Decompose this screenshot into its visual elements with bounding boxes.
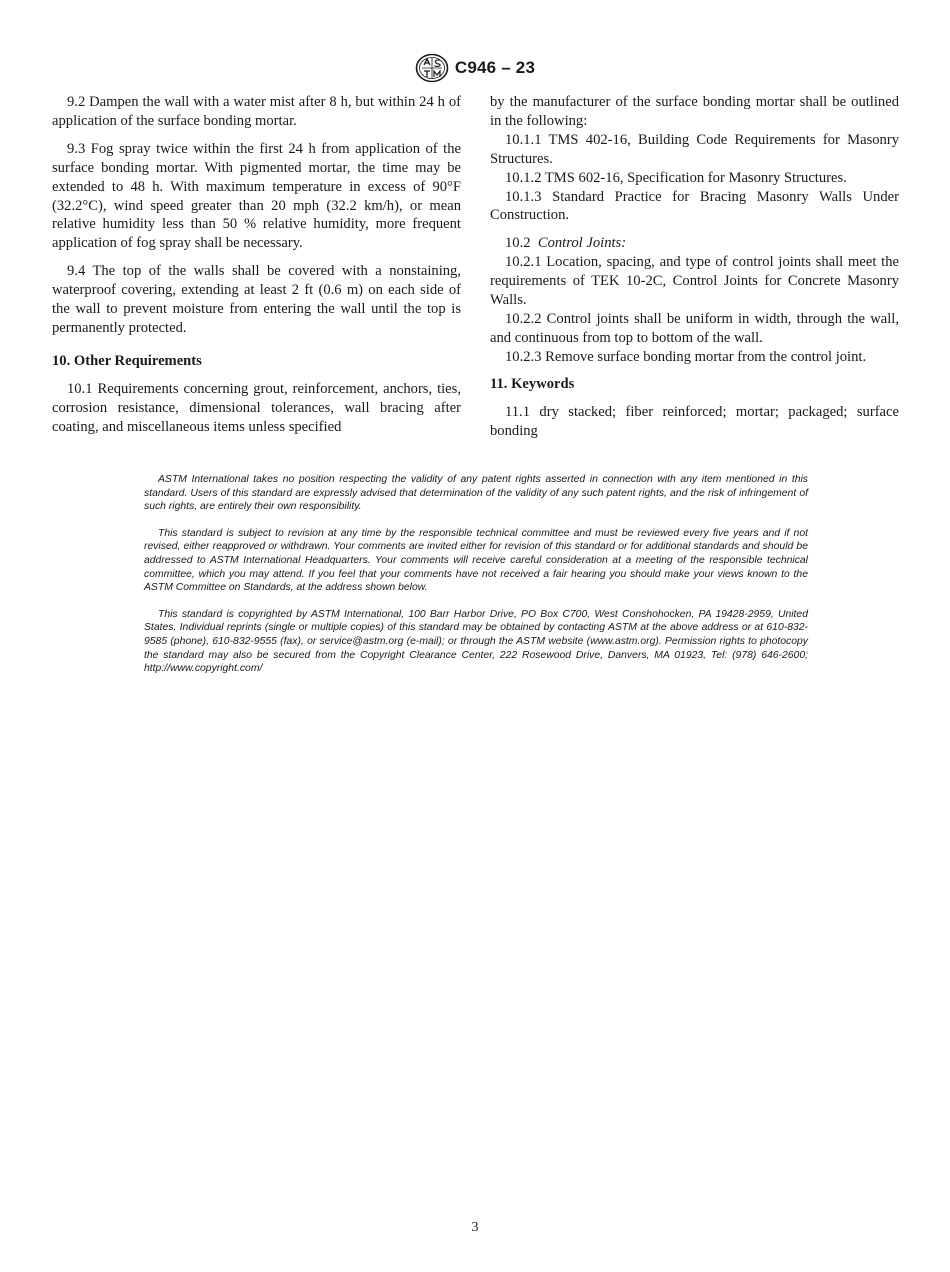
page-number: 3 xyxy=(471,1220,479,1235)
standard-designation: C946 – 23 xyxy=(454,58,536,77)
paragraph-10-1-2: 10.1.2 TMS 602-16, Specification for Masonry Structures. xyxy=(505,169,847,186)
paragraph-11-1: 11.1 dry stacked; fiber reinforced; mortar; packaged; surface bonding xyxy=(490,403,899,439)
paragraph-10-2-1: 10.2.1 Location, spacing, and type of control joints shall meet the requirements of TEK 10-2C, Control Joints for Concrete Masonry Walls. xyxy=(490,254,899,309)
paragraph-10-2-number: 10.2 xyxy=(505,235,531,252)
paragraph-10-2-title: Control Joints: xyxy=(537,235,627,252)
paragraph-10-2-3: 10.2.3 Remove surface bonding mortar from the control joint. xyxy=(505,348,867,365)
copyright-notice: This standard is copyrighted by ASTM International, 100 Barr Harbor Drive, PO Box C700, West Conshohocken, PA 19428-2959, United States. Individual reprints (single or multiple copies) of this standard may be obtained by contacting ASTM at the above address or at 610-832-9585 (phone), 610-832-9555 (fax), or service@astm.org (e-mail); or through the ASTM website (www.astm.org). Permission rights to photocopy the standard may also be secured from the Copyright Clearance Center, 222 Rosewood Drive, Danvers, MA 01923, Tel: (978) 646-2600; http://www.copyright.com/ xyxy=(144,608,808,675)
paragraph-10-1: 10.1 Requirements concerning grout, reinforcement, anchors, ties, corrosion resistance, dimensional tolerances, wall bracing after coating, and miscellaneous items unless specified xyxy=(52,380,461,435)
left-column xyxy=(52,93,461,437)
paragraph-9-4: 9.4 The top of the walls shall be covered with a nonstaining, waterproof covering, extending at least 2 ft (0.6 m) on each side of the wall to prevent moisture from entering the wall until the top is permanently protected. xyxy=(52,263,461,336)
patent-notice: ASTM International takes no position respecting the validity of any patent rights asserted in connection with any item mentioned in this standard. Users of this standard are expressly advised that determination of the validity of any such patent rights, and the risk of infringement of such rights, are entirely their own responsibility. xyxy=(144,474,808,513)
paragraph-10-2 xyxy=(490,234,899,253)
paragraph-9-3: 9.3 Fog spray twice within the first 24 h from application of the surface bonding mortar. With pigmented mortar, the time may be extended to 48 h. With maximum temperature in excess of 90°F (32.2°C), wind speed greater than 20 mph (32.2 km/h), or mean relative humidity less than 50 % relative humidity, more frequent application of fog spray shall be necessary. xyxy=(52,140,461,252)
section-heading-11: 11. Keywords xyxy=(490,375,575,392)
paragraph-10-2-2: 10.2.2 Control joints shall be uniform in width, through the wall, and continuous from top to bottom of the wall. xyxy=(490,310,899,346)
paragraph-10-1-1: 10.1.1 TMS 402-16, Building Code Requirements for Masonry Structures. xyxy=(490,131,899,167)
astm-logo-icon xyxy=(415,53,449,83)
section-heading-10: 10. Other Requirements xyxy=(52,352,202,369)
revision-notice: This standard is subject to revision at any time by the responsible technical committee and must be reviewed every five years and if not revised, either reapproved or withdrawn. Your comments are invited either for revision of this standard or for additional standards and should be addressed to ASTM International Headquarters. Your comments will receive careful consideration at a meeting of the responsible technical committee, which you may attend. If you feel that your comments have not received a fair hearing you should make your views known to the ASTM Committee on Standards, at the address shown below. xyxy=(144,527,808,594)
right-column xyxy=(490,93,899,440)
paragraph-10-1-3: 10.1.3 Standard Practice for Bracing Masonry Walls Under Construction. xyxy=(490,188,899,224)
footer-notes xyxy=(144,473,808,689)
page-header xyxy=(0,52,950,84)
paragraph-9-2: 9.2 Dampen the wall with a water mist after 8 h, but within 24 h of application of the surface bonding mortar. xyxy=(52,94,461,129)
paragraph-10-1-continued: by the manufacturer of the surface bonding mortar shall be outlined in the following: xyxy=(490,94,899,129)
